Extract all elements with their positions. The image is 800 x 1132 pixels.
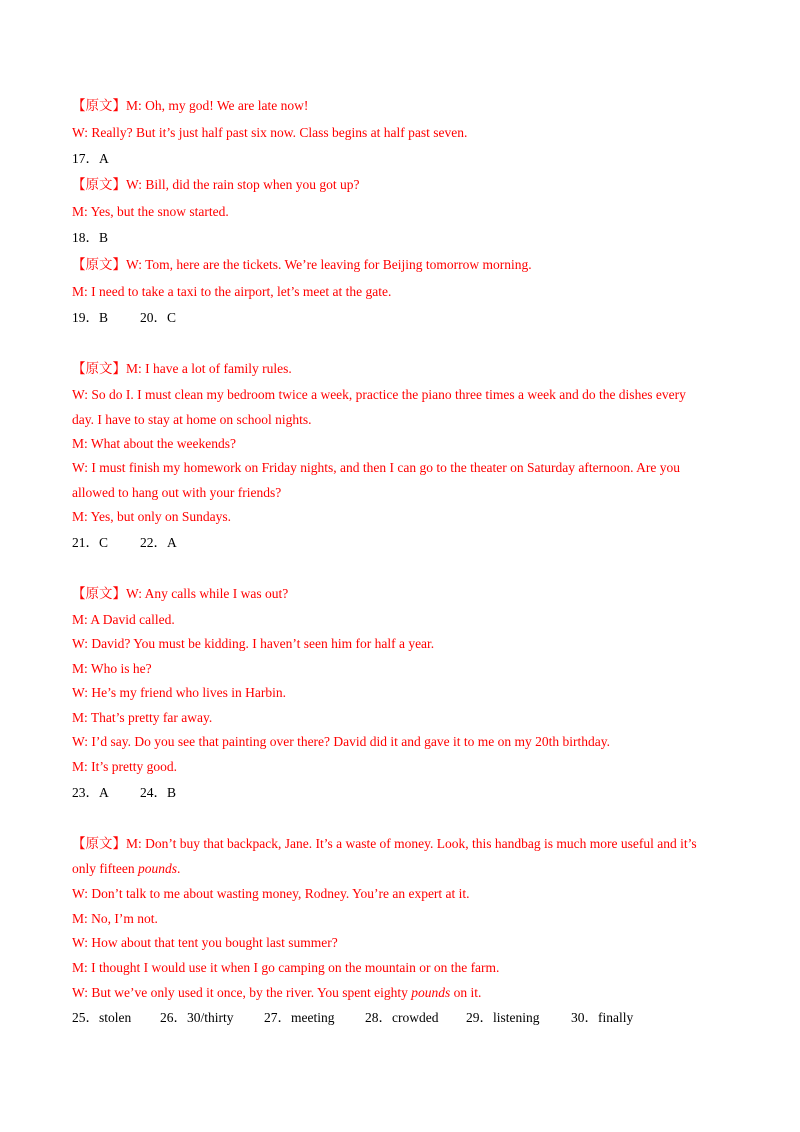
answer: 30．finally (571, 1010, 634, 1025)
source-tag: 【原文】 (72, 257, 126, 272)
transcript-line: 【原文】M: Don’t buy that backpack, Jane. It’s a waste of money. Look, this handbag is much more useful and it’s (72, 836, 697, 851)
answer: 27．meeting (264, 1010, 335, 1025)
transcript-line: M: What about the weekends? (72, 436, 236, 451)
source-tag: 【原文】 (72, 98, 126, 113)
transcript-line: M: I need to take a taxi to the airport, let’s meet at the gate. (72, 284, 392, 299)
answer-line (72, 785, 176, 801)
transcript-line: W: Really? But it’s just half past six now. Class begins at half past seven. (72, 125, 468, 140)
transcript-line: W: How about that tent you bought last summer? (72, 935, 338, 950)
answer: 22．A (140, 535, 177, 550)
transcript-line: only fifteen pounds. (72, 861, 181, 876)
transcript-line: M: No, I’m not. (72, 911, 158, 926)
transcript-line: W: Don’t talk to me about wasting money, Rodney. You’re an expert at it. (72, 886, 470, 901)
transcript-line: W: I’d say. Do you see that painting over there? David did it and gave it to me on my 20th birthday. (72, 734, 610, 749)
answer: 17．A (72, 151, 109, 166)
answer: 28．crowded (365, 1010, 439, 1025)
transcript-line: W: He’s my friend who lives in Harbin. (72, 685, 286, 700)
transcript-line: M: It’s pretty good. (72, 759, 177, 774)
transcript-line: M: Yes, but the snow started. (72, 204, 229, 219)
answer: 21．C (72, 535, 109, 550)
answer-line (72, 1010, 633, 1026)
transcript-line: 【原文】W: Tom, here are the tickets. We’re leaving for Beijing tomorrow morning. (72, 257, 532, 272)
answer: 23．A (72, 785, 109, 800)
transcript-line: M: I thought I would use it when I go camping on the mountain or on the farm. (72, 960, 500, 975)
answer-line (72, 535, 177, 551)
transcript-line: W: I must finish my homework on Friday nights, and then I can go to the theater on Saturday afternoon. Are you (72, 460, 680, 475)
answer: 26．30/thirty (160, 1010, 234, 1025)
transcript-line: M: That’s pretty far away. (72, 710, 213, 725)
transcript-line: M: A David called. (72, 612, 175, 627)
answer: 19．B (72, 310, 109, 325)
transcript-line: 【原文】M: I have a lot of family rules. (72, 361, 292, 376)
source-tag: 【原文】 (72, 836, 126, 851)
answer: 25．stolen (72, 1010, 132, 1025)
transcript-line: M: Who is he? (72, 661, 152, 676)
answer-line (72, 151, 109, 167)
transcript-line: 【原文】M: Oh, my god! We are late now! (72, 98, 309, 113)
answer: 20．C (140, 310, 177, 325)
transcript-line: 【原文】W: Any calls while I was out? (72, 586, 289, 601)
answer-line (72, 310, 176, 326)
transcript-line: 【原文】W: Bill, did the rain stop when you got up? (72, 177, 360, 192)
source-tag: 【原文】 (72, 177, 126, 192)
source-tag: 【原文】 (72, 361, 126, 376)
transcript-line: allowed to hang out with your friends? (72, 485, 282, 500)
answer: 24．B (140, 785, 177, 800)
transcript-line: W: But we’ve only used it once, by the river. You spent eighty pounds on it. (72, 985, 482, 1000)
answer: 29．listening (466, 1010, 540, 1025)
answer-line (72, 230, 108, 246)
answer: 18．B (72, 230, 109, 245)
transcript-line: day. I have to stay at home on school nights. (72, 412, 312, 427)
transcript-line: M: Yes, but only on Sundays. (72, 509, 232, 524)
source-tag: 【原文】 (72, 586, 126, 601)
transcript-line: W: David? You must be kidding. I haven’t seen him for half a year. (72, 636, 435, 651)
transcript-line: W: So do I. I must clean my bedroom twice a week, practice the piano three times a week and do the dishes every (72, 387, 686, 402)
